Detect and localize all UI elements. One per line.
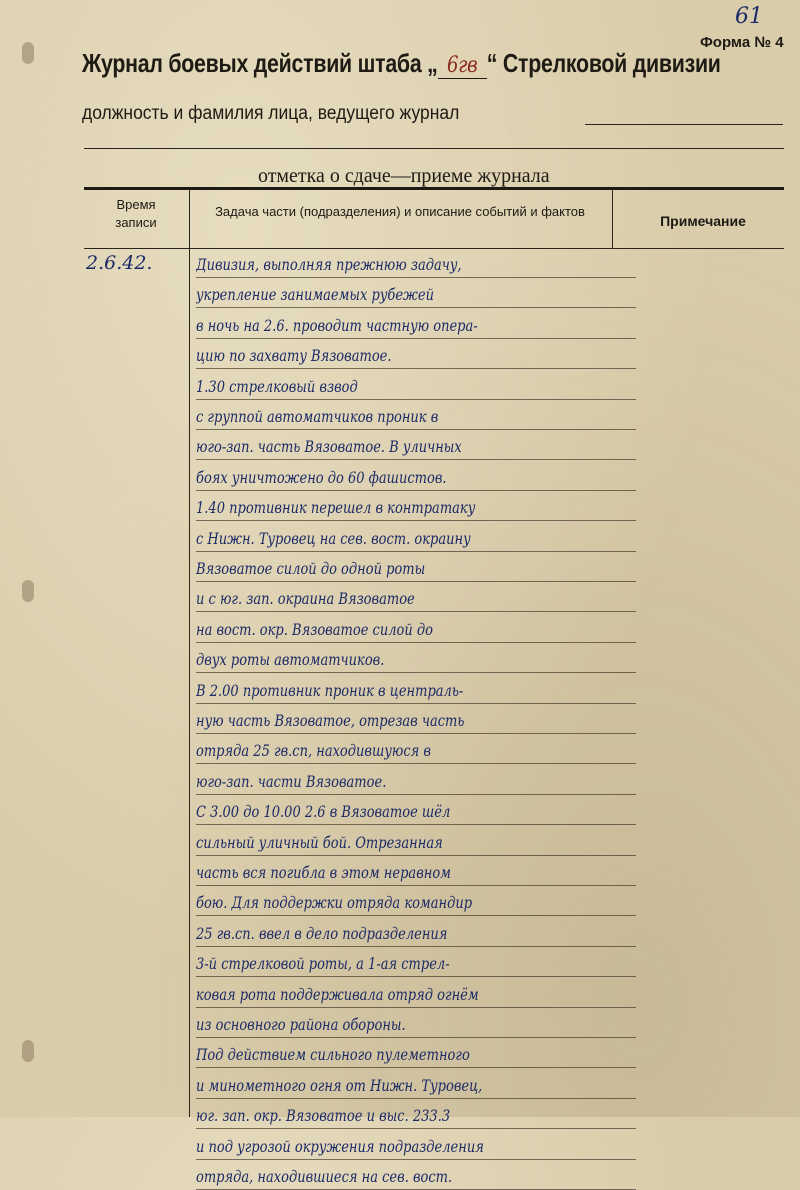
handwritten-line: Под действием сильного пулеметного — [196, 1046, 470, 1065]
line-underline — [196, 368, 636, 369]
handwritten-line: 1.30 стрелковый взвод — [196, 377, 358, 396]
line-underline — [196, 915, 636, 916]
handwritten-line: 25 гв.сп. ввел в дело подразделения — [196, 924, 448, 943]
handwritten-line: отряда 25 гв.сп, находившуюся в — [196, 742, 431, 761]
line-underline — [196, 551, 636, 552]
handwritten-line: цию по захвату Вязоватое. — [196, 347, 392, 366]
col-divider-note — [612, 189, 613, 249]
handwritten-line: ковая рота поддерживала отряд огнём — [196, 985, 479, 1004]
line-underline — [196, 611, 636, 612]
keeper-fill-line-2 — [84, 148, 784, 149]
title-suffix: Стрелковой дивизии — [502, 48, 721, 78]
line-underline — [196, 703, 636, 704]
handover-mark: отметка о сдаче—приеме журнала — [258, 163, 550, 187]
line-underline — [196, 824, 636, 825]
handwritten-line: бою. Для поддержки отряда командир — [196, 894, 473, 913]
line-underline — [196, 277, 636, 278]
handwritten-line: и минометного огня от Нижн. Туровец, — [196, 1076, 483, 1095]
handwritten-line: Вязоватое силой до одной роты — [196, 560, 426, 578]
line-underline — [196, 490, 636, 491]
line-underline — [196, 855, 636, 856]
header-time: Время записи — [115, 197, 157, 230]
handwritten-line: ную часть Вязоватое, отрезав часть — [196, 712, 465, 730]
handwritten-line: боях уничтожено до 60 фашистов. — [196, 468, 447, 487]
handwritten-line: В 2.00 противник проник в централь- — [196, 681, 464, 700]
line-underline — [196, 1159, 636, 1160]
handwritten-line: юго-зап. части Вязоватое. — [196, 772, 387, 791]
header-note: Примечание — [660, 213, 746, 229]
line-underline — [196, 976, 636, 977]
handwritten-line: на вост. окр. Вязоватое силой до — [196, 620, 433, 639]
handwritten-line: С 3.00 до 10.00 2.6 в Вязоватое шёл — [196, 803, 451, 822]
handwritten-line: двух роты автоматчиков. — [196, 651, 385, 670]
line-underline — [196, 307, 636, 308]
handwritten-line: сильный уличный бой. Отрезанная — [196, 833, 443, 852]
quote-close: “ — [486, 48, 498, 78]
handwritten-line: с группой автоматчиков проник в — [196, 408, 439, 426]
binder-hole — [22, 580, 34, 602]
line-underline — [196, 520, 636, 521]
line-underline — [196, 1007, 636, 1008]
handwritten-line: и под угрозой окружения подразделения — [196, 1137, 484, 1156]
binder-hole — [22, 1040, 34, 1062]
handwritten-line: Дивизия, выполняя прежнюю задачу, — [196, 256, 462, 274]
journal-keeper-label: должность и фамилия лица, ведущего журнал — [82, 103, 460, 124]
line-underline — [196, 1067, 636, 1068]
line-underline — [196, 429, 636, 430]
handwritten-line: 3-й стрелковой роты, а 1-ая стрел- — [196, 955, 450, 974]
journal-title — [82, 48, 721, 79]
handwritten-line: в ночь на 2.6. проводит частную опера- — [196, 316, 478, 335]
page-number: 61 — [735, 4, 763, 29]
handwritten-line: юг. зап. окр. Вязоватое и выс. 233.3 — [196, 1107, 451, 1126]
line-underline — [196, 733, 636, 734]
line-underline — [196, 642, 636, 643]
handwritten-line: часть вся погибла в этом неравном — [196, 864, 451, 882]
handwritten-line: и с юг. зап. окраина Вязоватое — [196, 590, 415, 609]
division-number: 6гв — [438, 53, 487, 79]
line-underline — [196, 399, 636, 400]
form-number: Форма № 4 — [700, 34, 784, 51]
handwritten-line: с Нижн. Туровец на сев. вост. окраину — [196, 529, 471, 548]
keeper-fill-line — [585, 124, 783, 125]
line-underline — [196, 1037, 636, 1038]
line-underline — [196, 672, 636, 673]
col-divider-time — [189, 189, 190, 1117]
header-bottom-border — [84, 248, 784, 249]
entry-date: 2.6.42. — [86, 252, 153, 274]
handwritten-line: 1.40 противник перешел в контратаку — [196, 499, 476, 518]
handwritten-line: из основного района обороны. — [196, 1016, 406, 1034]
line-underline — [196, 794, 636, 795]
line-underline — [196, 1128, 636, 1129]
handwritten-line: отряда, находившиеся на сев. вост. — [196, 1168, 453, 1186]
line-underline — [196, 946, 636, 947]
line-underline — [196, 459, 636, 460]
title-prefix: Журнал боевых действий штаба — [82, 48, 422, 78]
header-task: Задача части (подразделения) и описание событий и фактов — [215, 204, 585, 219]
line-underline — [196, 885, 636, 886]
binder-hole — [22, 42, 34, 64]
line-underline — [196, 338, 636, 339]
line-underline — [196, 763, 636, 764]
line-underline — [196, 581, 636, 582]
quote-open: „ — [427, 48, 438, 78]
handwritten-line: укрепление занимаемых рубежей — [196, 286, 434, 305]
handwritten-line: юго-зап. часть Вязоватое. В уличных — [196, 438, 462, 457]
line-underline — [196, 1098, 636, 1099]
